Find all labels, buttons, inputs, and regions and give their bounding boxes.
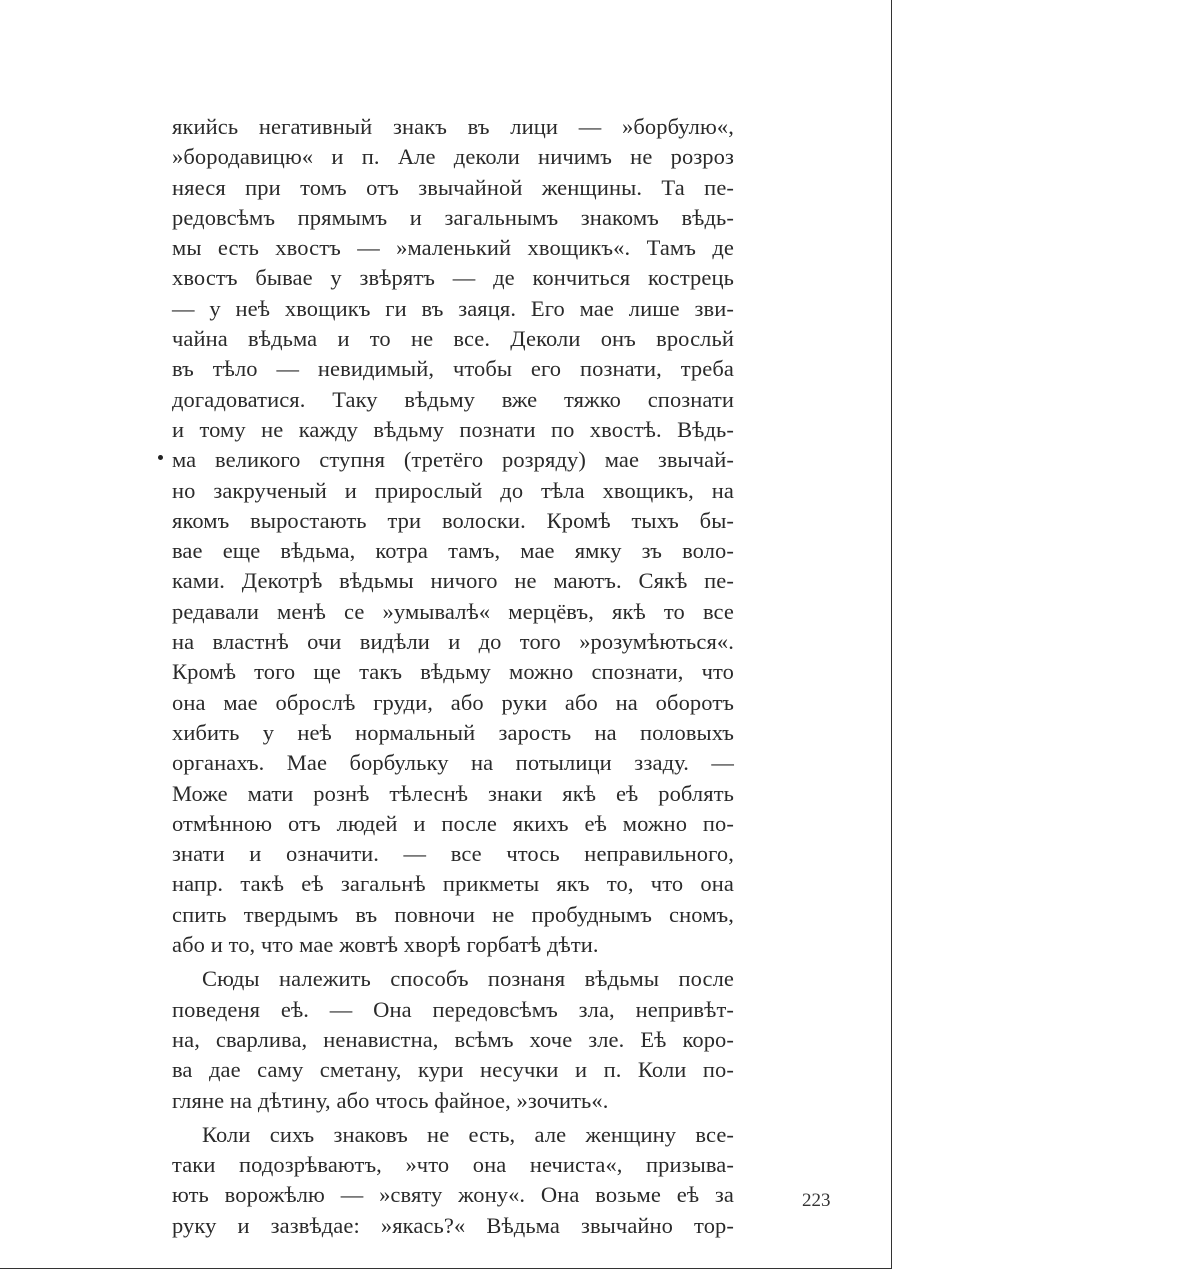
- text-line: ками. Декотрѣ вѣдьмы ничого не маютъ. Сякѣ пе-: [172, 568, 734, 594]
- text-line: знати и означити. — все чтось неправильного,: [172, 841, 734, 867]
- text-line: редавали менѣ се »умывалѣ« мерцёвъ, якѣ то все: [172, 598, 734, 624]
- text-line: хибить у неѣ нормальный зарость на половыхъ: [172, 719, 734, 745]
- text-line: Коли сихъ знаковъ не есть, але женщину все-: [202, 1121, 734, 1147]
- margin-mark: [158, 455, 163, 460]
- text-line: Кромѣ того ще такъ вѣдьму можно спознати, что: [172, 659, 734, 685]
- text-line: органахъ. Мае борбульку на потылици ззаду. —: [172, 750, 734, 776]
- text-line: руку и зазвѣдае: »якась?« Вѣдьма звычайно тор-: [172, 1212, 734, 1238]
- text-line: поведеня еѣ. — Она передовсѣмъ зла, непривѣт-: [172, 996, 734, 1022]
- text-line: въ тѣло — невидимый, чтобы его познати, треба: [172, 356, 734, 382]
- text-line: она мае оброслѣ груди, або руки або на оборотъ: [172, 689, 734, 715]
- page-number: 223: [802, 1190, 831, 1211]
- text-line: Сюды належить способъ познаня вѣдьмы после: [202, 966, 734, 992]
- text-line: вае еще вѣдьма, котра тамъ, мае ямку зъ воло-: [172, 538, 734, 564]
- text-line: и тому не кажду вѣдьму познати по хвостѣ. Вѣдь-: [172, 416, 734, 442]
- text-line: »бородавицю« и п. Але деколи ничимъ не розроз: [172, 144, 734, 170]
- text-line: — у неѣ хвощикъ ги въ заяця. Его мае лише зви-: [172, 295, 734, 321]
- text-line: чайна вѣдьма и то не все. Деколи онъ вросльй: [172, 326, 734, 352]
- text-line: на, сварлива, ненавистна, всѣмъ хоче зле. Еѣ коро-: [172, 1026, 734, 1052]
- text-line: ма великого ступня (третёго розряду) мае звычай-: [172, 447, 734, 473]
- text-line: но закрученый и прирослый до тѣла хвощикъ, на: [172, 477, 734, 503]
- text-line: отмѣнною отъ людей и после якихъ еѣ можно по-: [172, 810, 734, 836]
- text-line: догадоватися. Таку вѣдьму вже тяжко спознати: [172, 386, 734, 412]
- text-line: ють ворожѣлю — »святу жону«. Она возьме еѣ за: [172, 1182, 734, 1208]
- text-line: хвостъ бывае у звѣрятъ — де кончиться кострець: [172, 265, 734, 291]
- body-text: [172, 112, 734, 1241]
- text-line: на властнѣ очи видѣли и до того »розумѣються«.: [172, 629, 734, 655]
- text-line: мы есть хвостъ — »маленький хвощикъ«. Тамъ де: [172, 235, 734, 261]
- text-line: якомъ выростають три волоски. Кромѣ тыхъ бы-: [172, 507, 734, 533]
- text-line: напр. такѣ еѣ загальнѣ прикметы якъ то, что она: [172, 871, 734, 897]
- text-line: таки подозрѣваютъ, »что она нечиста«, призыва-: [172, 1152, 734, 1178]
- text-line: редовсѣмъ прямымъ и загальнымъ знакомъ вѣдь-: [172, 204, 734, 230]
- text-line: няеся при томъ отъ звычайной женщины. Та пе-: [172, 174, 734, 200]
- text-line: спить твердымъ въ повночи не пробуднымъ сномъ,: [172, 901, 734, 927]
- text-line: або и то, что мае жовтѣ хворѣ горбатѣ дѣти.: [172, 932, 599, 958]
- text-line: ва дае саму сметану, кури несучки и п. Коли по-: [172, 1057, 734, 1083]
- text-line: Може мати рознѣ тѣлеснѣ знаки якѣ еѣ роблять: [172, 780, 734, 806]
- text-line: гляне на дѣтину, або чтось файное, »зочить«.: [172, 1087, 609, 1113]
- text-line: якийсь негативный знакъ въ лици — »борбулю«,: [172, 114, 734, 139]
